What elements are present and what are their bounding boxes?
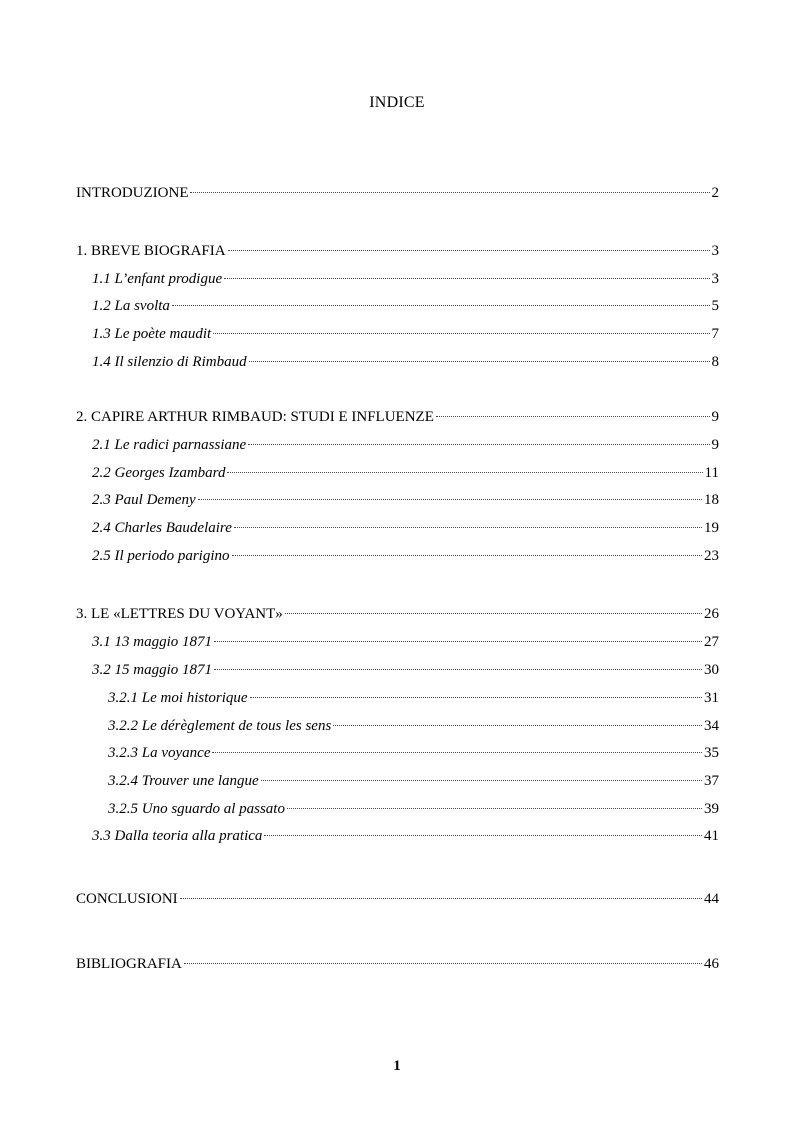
- dot-leader: [184, 963, 702, 964]
- toc-entry-3-3[interactable]: [92, 825, 719, 847]
- toc-entry-1-4[interactable]: [92, 351, 719, 373]
- toc-entry-page: 8: [711, 354, 719, 370]
- dot-leader: [180, 898, 702, 899]
- toc-entry-3-1[interactable]: [92, 631, 719, 653]
- toc-entry-2-1[interactable]: [92, 434, 719, 456]
- toc-entry-page: 18: [704, 492, 719, 508]
- toc-entry-label: 3.2.5 Uno sguardo al passato: [108, 801, 285, 817]
- toc-entry-page: 9: [711, 409, 719, 425]
- toc-entry-page: 39: [704, 801, 719, 817]
- footer-page-number: 1: [393, 1058, 401, 1074]
- toc-entry-label: 2.5 Il periodo parigino: [92, 548, 230, 564]
- toc-entry-page: 23: [704, 548, 719, 564]
- dot-leader: [228, 250, 710, 251]
- toc-entry-2-5[interactable]: [92, 545, 719, 567]
- toc-entry-3-2-5[interactable]: [108, 798, 719, 820]
- toc-entry-page: 44: [704, 891, 719, 907]
- toc-entry-page: 31: [704, 690, 719, 706]
- toc-entry-2-4[interactable]: [92, 517, 719, 539]
- dot-leader: [198, 499, 702, 500]
- toc-entry-page: 46: [704, 956, 719, 972]
- toc-entry-page: 5: [711, 298, 719, 314]
- toc-entry-page: 27: [704, 634, 719, 650]
- toc-entry-page: 3: [711, 243, 719, 259]
- page-title: INDICE: [369, 94, 425, 111]
- toc-entry-page: 11: [704, 465, 719, 481]
- toc-entry-page: 2: [711, 185, 719, 201]
- toc-entry-label: 1.4 Il silenzio di Rimbaud: [92, 354, 247, 370]
- toc-entry-2-2[interactable]: [92, 462, 719, 484]
- toc-entry-label: 2.1 Le radici parnassiane: [92, 437, 247, 453]
- toc-entry-page: 9: [711, 437, 719, 453]
- dot-leader: [264, 835, 702, 836]
- toc-entry-label: 2.4 Charles Baudelaire: [92, 520, 232, 536]
- toc-entry-label: CONCLUSIONI: [76, 891, 178, 907]
- toc-entry-page: 30: [704, 662, 719, 678]
- toc-entry-conclusioni[interactable]: [76, 888, 719, 910]
- toc-entry-label: 3. LE «LETTRES DU VOYANT»: [76, 606, 283, 622]
- toc-entry-label: 3.2.2 Le dérèglement de tous les sens: [108, 718, 332, 734]
- dot-leader: [227, 472, 702, 473]
- toc-entry-label: 2.2 Georges Izambard: [92, 465, 226, 481]
- toc-entry-label: 3.2.1 Le moi historique: [108, 690, 248, 706]
- toc-entry-3-2-4[interactable]: [108, 770, 719, 792]
- dot-leader: [234, 527, 702, 528]
- toc-entry-chapter-3[interactable]: [76, 603, 719, 625]
- dot-leader: [172, 305, 710, 306]
- dot-leader: [214, 669, 702, 670]
- toc-entry-label: 3.1 13 maggio 1871: [92, 634, 212, 650]
- dot-leader: [248, 444, 709, 445]
- dot-leader: [212, 752, 702, 753]
- toc-entry-1-3[interactable]: [92, 323, 719, 345]
- toc-entry-page: 26: [704, 606, 719, 622]
- toc-entry-label: 3.2 15 maggio 1871: [92, 662, 212, 678]
- toc-entry-3-2-2[interactable]: [108, 715, 719, 737]
- toc-entry-2-3[interactable]: [92, 489, 719, 511]
- toc-entry-label: 3.2.4 Trouver une langue: [108, 773, 259, 789]
- toc-entry-label: 1. BREVE BIOGRAFIA: [76, 243, 226, 259]
- dot-leader: [261, 780, 702, 781]
- toc-entry-label: 2.3 Paul Demeny: [92, 492, 196, 508]
- toc-entry-introduzione[interactable]: [76, 182, 719, 204]
- toc-entry-chapter-2[interactable]: [76, 406, 719, 428]
- dot-leader: [224, 278, 709, 279]
- toc-entry-page: 19: [704, 520, 719, 536]
- toc-entry-label: INTRODUZIONE: [76, 185, 189, 201]
- toc-entry-label: 1.2 La svolta: [92, 298, 170, 314]
- toc-entry-page: 35: [704, 745, 719, 761]
- toc-entry-label: 3.3 Dalla teoria alla pratica: [92, 828, 263, 844]
- toc-entry-page: 3: [711, 271, 719, 287]
- toc-entry-1-2[interactable]: [92, 295, 719, 317]
- dot-leader: [190, 192, 709, 193]
- toc-entry-label: 2. CAPIRE ARTHUR RIMBAUD: STUDI E INFLUENZE: [76, 409, 434, 425]
- toc-entry-label: 1.3 Le poète maudit: [92, 326, 212, 342]
- dot-leader: [213, 333, 709, 334]
- dot-leader: [214, 641, 702, 642]
- dot-leader: [333, 725, 702, 726]
- toc-entry-label: 1.1 L’enfant prodigue: [92, 271, 223, 287]
- toc-entry-chapter-1[interactable]: [76, 240, 719, 262]
- toc-entry-page: 41: [704, 828, 719, 844]
- toc-entry-bibliografia[interactable]: [76, 953, 719, 975]
- dot-leader: [250, 697, 702, 698]
- dot-leader: [436, 416, 710, 417]
- toc-entry-page: 37: [704, 773, 719, 789]
- toc-entry-3-2-1[interactable]: [108, 687, 719, 709]
- dot-leader: [287, 808, 702, 809]
- toc-entry-3-2-3[interactable]: [108, 742, 719, 764]
- toc-entry-label: BIBLIOGRAFIA: [76, 956, 182, 972]
- toc-entry-page: 34: [704, 718, 719, 734]
- dot-leader: [249, 361, 710, 362]
- toc-entry-label: 3.2.3 La voyance: [108, 745, 211, 761]
- toc-entry-page: 7: [711, 326, 719, 342]
- toc-entry-3-2[interactable]: [92, 659, 719, 681]
- dot-leader: [285, 613, 702, 614]
- toc-entry-1-1[interactable]: [92, 268, 719, 290]
- dot-leader: [232, 555, 703, 556]
